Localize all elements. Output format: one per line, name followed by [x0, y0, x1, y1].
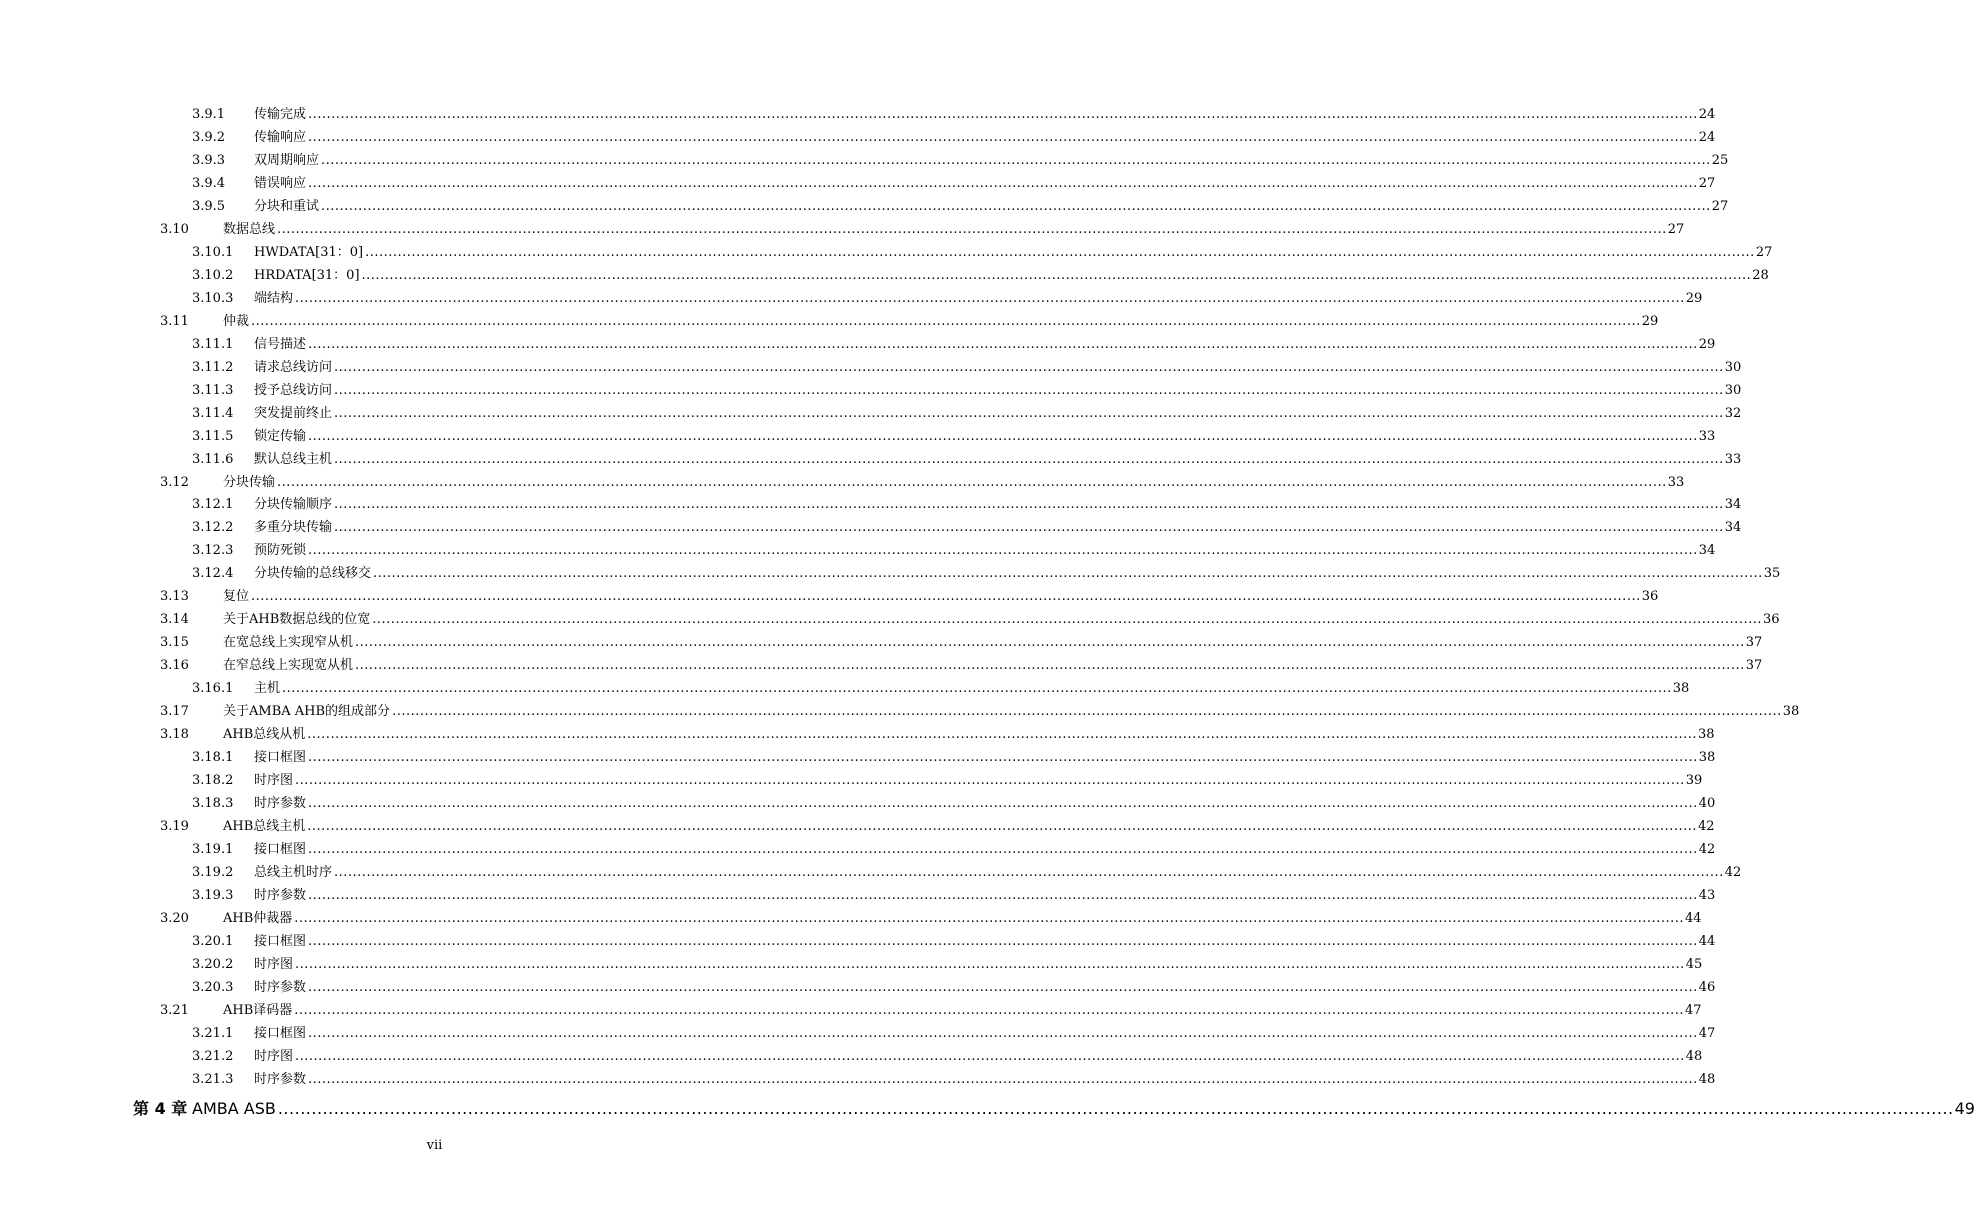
toc-entry-line [192, 1095, 1975, 1123]
toc-entry-line [254, 1046, 1703, 1069]
toc-entry-title: 突发提前终止 [254, 403, 334, 426]
toc-entry-title: HRDATA[31：0] [254, 265, 362, 288]
toc-entry-number: 3.19.2 [192, 864, 234, 880]
toc-entry-page: 38 [1782, 701, 1800, 724]
toc-entry-line [254, 403, 1742, 426]
toc-dot-leader: ............................................................................................................................................................................................................................................................................................................ [308, 129, 1698, 145]
toc-entry-line [254, 242, 1773, 265]
toc-dot-leader: ............................................................................................................................................................................................................................................................................................................ [308, 543, 1698, 559]
toc-dot-leader: ............................................................................................................................................................................................................................................................................................................ [277, 1098, 1954, 1118]
toc-entry-page: 35 [1763, 563, 1781, 586]
toc-entry-number: 3.12.2 [192, 520, 234, 536]
toc-entry-page: 36 [1762, 609, 1780, 632]
toc-entry-page: 34 [1724, 494, 1742, 517]
toc-entry-number: 3.20 [160, 910, 189, 926]
toc-dot-leader: ............................................................................................................................................................................................................................................................................................................ [294, 910, 1684, 926]
toc-entry-page: 30 [1724, 380, 1742, 403]
toc-entry[interactable] [0, 449, 1742, 472]
toc-entry-page: 49 [1954, 1095, 1975, 1123]
toc-entry[interactable] [0, 357, 1742, 380]
toc-entry-page: 27 [1667, 219, 1685, 242]
toc-entry-page: 34 [1724, 517, 1742, 540]
toc-dot-leader: ............................................................................................................................................................................................................................................................................................................ [361, 267, 1752, 283]
toc-entry-page: 37 [1745, 655, 1763, 678]
toc-entry[interactable] [0, 219, 1685, 242]
toc-entry[interactable] [0, 931, 1716, 954]
toc-entry[interactable] [0, 150, 1729, 173]
toc-entry-number: 3.16.1 [192, 681, 234, 697]
toc-entry[interactable] [0, 701, 1800, 724]
toc-entry-title: 分块传输 [223, 472, 277, 495]
toc-entry-title: 关于AMBA AHB的组成部分 [223, 701, 392, 724]
toc-entry[interactable] [0, 1069, 1716, 1092]
toc-entry-line [254, 540, 1716, 563]
toc-entry-number: 3.14 [160, 612, 189, 628]
toc-entry[interactable] [0, 380, 1742, 403]
toc-entry-page: 44 [1684, 908, 1702, 931]
toc-entry-title: 接口框图 [254, 1023, 308, 1046]
toc-entry-page: 40 [1698, 793, 1716, 816]
toc-entry-title: 分块传输顺序 [254, 494, 334, 517]
toc-dot-leader: ............................................................................................................................................................................................................................................................................................................ [277, 474, 1667, 490]
toc-dot-leader: ............................................................................................................................................................................................................................................................................................................ [308, 107, 1698, 122]
toc-entry[interactable] [0, 173, 1716, 196]
table-of-contents [0, 104, 1975, 1123]
toc-entry-page: 33 [1724, 449, 1742, 472]
toc-entry-title: 时序参数 [254, 977, 308, 1000]
toc-entry-page: 38 [1672, 678, 1690, 701]
toc-entry-title: 默认总线主机 [254, 449, 334, 472]
toc-dot-leader: ............................................................................................................................................................................................................................................................................................................ [334, 451, 1724, 467]
toc-entry-title: 复位 [223, 586, 251, 609]
toc-entry-number: 3.10.3 [192, 290, 234, 306]
toc-entry-title: 分块和重试 [254, 196, 321, 219]
toc-entry-line [254, 517, 1742, 540]
toc-entry-title: 时序图 [254, 954, 295, 977]
toc-entry-line [254, 862, 1742, 885]
toc-dot-leader: ............................................................................................................................................................................................................................................................................................................ [251, 589, 1641, 605]
toc-entry-page: 27 [1711, 196, 1729, 219]
toc-dot-leader: ............................................................................................................................................................................................................................................................................................................ [355, 658, 1745, 674]
toc-entry-number: 3.11.5 [192, 428, 234, 444]
toc-entry[interactable] [0, 655, 1763, 678]
toc-entry-page: 34 [1698, 540, 1716, 563]
toc-entry-page: 38 [1698, 747, 1716, 770]
toc-entry[interactable] [0, 517, 1742, 540]
toc-entry-line [254, 104, 1716, 127]
toc-entry-page: 39 [1685, 770, 1703, 793]
toc-entry[interactable] [0, 816, 1715, 839]
toc-entry-page: 44 [1698, 931, 1716, 954]
toc-dot-leader: ............................................................................................................................................................................................................................................................................................................ [334, 405, 1724, 421]
toc-entry-number: 3.11 [160, 313, 189, 329]
toc-entry-line [254, 288, 1703, 311]
toc-entry-title: 分块传输的总线移交 [254, 563, 373, 586]
toc-entry-title: 时序参数 [254, 793, 308, 816]
toc-entry[interactable] [0, 288, 1703, 311]
toc-entry-title: AHB仲裁器 [223, 908, 294, 931]
toc-entry-line [254, 931, 1716, 954]
toc-entry-page: 30 [1724, 357, 1742, 380]
toc-entry-line [254, 885, 1716, 908]
toc-entry-line [254, 839, 1716, 862]
toc-entry-line [254, 380, 1742, 403]
toc-dot-leader: ............................................................................................................................................................................................................................................................................................................ [308, 428, 1698, 444]
toc-entry-title: AHB译码器 [223, 1000, 294, 1023]
toc-entry-line [223, 586, 1659, 609]
toc-entry-line [254, 173, 1716, 196]
toc-entry-title: 在窄总线上实现宽从机 [223, 655, 355, 678]
toc-entry-number: 3.12.1 [192, 497, 234, 513]
toc-entry[interactable] [0, 104, 1716, 127]
toc-entry-number: 3.18.3 [192, 796, 234, 812]
toc-entry-page: 42 [1697, 816, 1715, 839]
toc-entry-page: 37 [1745, 632, 1763, 655]
toc-dot-leader: ............................................................................................................................................................................................................................................................................................................ [308, 979, 1698, 995]
toc-entry-page: 46 [1698, 977, 1716, 1000]
toc-entry-line [223, 632, 1763, 655]
toc-entry-title: 多重分块传输 [254, 517, 334, 540]
toc-entry-page: 38 [1697, 724, 1715, 747]
toc-entry-title: 锁定传输 [254, 426, 308, 449]
toc-dot-leader: ............................................................................................................................................................................................................................................................................................................ [307, 727, 1697, 743]
toc-entry-title: AMBA ASB [192, 1095, 278, 1123]
toc-entry-line [254, 265, 1769, 288]
toc-entry-line [223, 472, 1685, 495]
toc-entry-number: 3.17 [160, 704, 189, 720]
toc-entry-number: 3.10.2 [192, 267, 234, 283]
toc-entry-page: 42 [1724, 862, 1742, 885]
toc-entry-line [223, 816, 1715, 839]
toc-entry-number: 3.12.4 [192, 566, 234, 582]
toc-dot-leader: ............................................................................................................................................................................................................................................................................................................ [308, 796, 1698, 812]
toc-entry-title: 端结构 [254, 288, 295, 311]
toc-entry-line [254, 196, 1729, 219]
toc-dot-leader: ............................................................................................................................................................................................................................................................................................................ [321, 152, 1711, 168]
toc-entry[interactable] [0, 426, 1716, 449]
toc-entry-page: 47 [1698, 1023, 1716, 1046]
toc-dot-leader: ............................................................................................................................................................................................................................................................................................................ [334, 382, 1724, 398]
toc-entry-line [254, 334, 1716, 357]
toc-entry[interactable] [0, 540, 1716, 563]
toc-entry-line [223, 701, 1800, 724]
toc-entry[interactable] [0, 494, 1742, 517]
toc-entry-title: 数据总线 [223, 219, 277, 242]
toc-dot-leader: ............................................................................................................................................................................................................................................................................................................ [295, 1048, 1685, 1064]
toc-entry-line [254, 793, 1716, 816]
toc-entry-line [254, 954, 1703, 977]
toc-dot-leader: ............................................................................................................................................................................................................................................................................................................ [334, 497, 1724, 513]
toc-entry[interactable] [0, 242, 1773, 265]
toc-entry-page: 29 [1685, 288, 1703, 311]
toc-entry-number: 3.10 [160, 221, 189, 237]
toc-entry[interactable] [0, 977, 1716, 1000]
toc-entry[interactable] [0, 678, 1690, 701]
toc-entry-number: 3.13 [160, 589, 189, 605]
toc-entry-page: 43 [1698, 885, 1716, 908]
toc-entry-line [254, 494, 1742, 517]
toc-entry-line [254, 357, 1742, 380]
toc-dot-leader: ............................................................................................................................................................................................................................................................................................................ [334, 864, 1724, 880]
toc-entry-number: 3.21.1 [192, 1025, 234, 1041]
toc-entry-line [223, 655, 1763, 678]
toc-entry-title: 时序参数 [254, 1069, 308, 1092]
toc-entry-line [223, 219, 1685, 242]
toc-entry-number: 3.9.5 [192, 198, 226, 214]
toc-dot-leader: ............................................................................................................................................................................................................................................................................................................ [295, 773, 1685, 789]
toc-dot-leader: ............................................................................................................................................................................................................................................................................................................ [373, 566, 1763, 582]
toc-entry-line [254, 563, 1781, 586]
toc-entry-title: 主机 [254, 678, 282, 701]
toc-entry-number: 3.21.2 [192, 1048, 234, 1064]
toc-entry-number: 3.20.1 [192, 933, 234, 949]
toc-entry-title: 接口框图 [254, 839, 308, 862]
toc-entry-number: 3.9.1 [192, 107, 226, 122]
toc-entry-number: 3.20.2 [192, 956, 234, 972]
toc-dot-leader: ............................................................................................................................................................................................................................................................................................................ [308, 336, 1698, 352]
toc-entry-page: 29 [1698, 334, 1716, 357]
toc-dot-leader: ............................................................................................................................................................................................................................................................................................................ [308, 175, 1698, 191]
toc-entry[interactable] [0, 908, 1702, 931]
toc-entry-number: 3.9.3 [192, 152, 226, 168]
toc-entry[interactable] [0, 311, 1659, 334]
toc-entry[interactable] [0, 472, 1685, 495]
toc-dot-leader: ............................................................................................................................................................................................................................................................................................................ [251, 313, 1641, 329]
toc-entry-title: 双周期响应 [254, 150, 321, 173]
toc-entry-line [254, 150, 1729, 173]
toc-entry-page: 32 [1724, 403, 1742, 426]
toc-entry[interactable] [0, 954, 1703, 977]
toc-entry[interactable] [0, 265, 1769, 288]
toc-entry-title: 时序图 [254, 1046, 295, 1069]
toc-entry[interactable] [0, 747, 1716, 770]
toc-dot-leader: ............................................................................................................................................................................................................................................................................................................ [307, 819, 1697, 835]
toc-entry-page: 28 [1751, 265, 1769, 288]
toc-dot-leader: ............................................................................................................................................................................................................................................................................................................ [308, 1025, 1698, 1041]
toc-entry-title: 授予总线访问 [254, 380, 334, 403]
toc-entry-title: AHB总线从机 [223, 724, 307, 747]
toc-entry-line [223, 1000, 1702, 1023]
toc-dot-leader: ............................................................................................................................................................................................................................................................................................................ [334, 359, 1724, 375]
toc-entry-number: 3.11.3 [192, 382, 234, 398]
toc-dot-leader: ............................................................................................................................................................................................................................................................................................................ [372, 612, 1762, 628]
toc-entry-title: 接口框图 [254, 931, 308, 954]
toc-entry[interactable] [0, 196, 1729, 219]
toc-entry-title: 传输完成 [254, 104, 308, 127]
toc-entry-line [223, 311, 1659, 334]
toc-entry[interactable] [0, 1046, 1703, 1069]
toc-entry-title: 总线主机时序 [254, 862, 334, 885]
toc-entry-page: 45 [1685, 954, 1703, 977]
toc-entry[interactable] [0, 609, 1780, 632]
toc-entry[interactable] [0, 1000, 1702, 1023]
toc-entry-page: 33 [1667, 472, 1685, 495]
toc-dot-leader: ............................................................................................................................................................................................................................................................................................................ [321, 198, 1711, 214]
toc-entry[interactable] [0, 724, 1715, 747]
toc-entry-page: 36 [1641, 586, 1659, 609]
toc-entry-number: 3.21 [160, 1002, 189, 1018]
toc-entry-number: 3.11.1 [192, 336, 234, 352]
toc-entry-number: 3.19 [160, 819, 189, 835]
toc-entry[interactable] [0, 793, 1716, 816]
toc-dot-leader: ............................................................................................................................................................................................................................................................................................................ [308, 750, 1698, 766]
toc-entry-number: 3.16 [160, 658, 189, 674]
toc-entry-number: 3.15 [160, 635, 189, 651]
toc-entry-page: 33 [1698, 426, 1716, 449]
toc-entry[interactable] [0, 1023, 1716, 1046]
toc-entry-number: 3.18.2 [192, 773, 234, 789]
toc-entry-page: 27 [1755, 242, 1773, 265]
toc-entry-line [223, 908, 1702, 931]
toc-entry-line [254, 1069, 1716, 1092]
toc-entry-page: 47 [1684, 1000, 1702, 1023]
toc-dot-leader: ............................................................................................................................................................................................................................................................................................................ [294, 1002, 1684, 1018]
toc-entry-number: 3.9.4 [192, 175, 226, 191]
toc-entry-number: 3.19.3 [192, 887, 234, 903]
toc-chapter-entry[interactable] [0, 1095, 1975, 1123]
toc-entry-number: 3.11.4 [192, 405, 234, 421]
toc-entry-line [254, 770, 1703, 793]
toc-entry-page: 27 [1698, 173, 1716, 196]
toc-entry-number: 3.9.2 [192, 129, 226, 145]
toc-entry-line [254, 678, 1690, 701]
toc-entry[interactable] [0, 862, 1742, 885]
toc-entry-number: 3.18.1 [192, 750, 234, 766]
toc-entry-line [254, 1023, 1716, 1046]
toc-entry-line [254, 747, 1716, 770]
toc-dot-leader: ............................................................................................................................................................................................................................................................................................................ [277, 221, 1667, 237]
toc-dot-leader: ............................................................................................................................................................................................................................................................................................................ [392, 704, 1782, 720]
toc-entry-title: 请求总线访问 [254, 357, 334, 380]
toc-dot-leader: ............................................................................................................................................................................................................................................................................................................ [355, 635, 1745, 651]
toc-entry-number: 3.11.6 [192, 451, 234, 467]
toc-dot-leader: ............................................................................................................................................................................................................................................................................................................ [308, 933, 1698, 949]
toc-entry-title: 错误响应 [254, 173, 308, 196]
toc-dot-leader: ............................................................................................................................................................................................................................................................................................................ [365, 244, 1755, 260]
toc-entry[interactable] [0, 563, 1781, 586]
toc-entry[interactable] [0, 334, 1716, 357]
toc-entry[interactable] [0, 885, 1716, 908]
toc-dot-leader: ............................................................................................................................................................................................................................................................................................................ [308, 1071, 1698, 1087]
toc-entry-title: 仲裁 [223, 311, 251, 334]
toc-entry-line [254, 127, 1716, 150]
toc-entry-title: 时序参数 [254, 885, 308, 908]
toc-entry-line [254, 977, 1716, 1000]
toc-entry-page: 48 [1685, 1046, 1703, 1069]
toc-entry-number: 第 4 章 [133, 1098, 188, 1118]
toc-entry-title: AHB总线主机 [223, 816, 307, 839]
toc-entry-page: 42 [1698, 839, 1716, 862]
toc-entry-line [223, 724, 1715, 747]
toc-entry-page: 25 [1711, 150, 1729, 173]
toc-entry-title: 接口框图 [254, 747, 308, 770]
toc-entry[interactable] [0, 403, 1742, 426]
toc-entry[interactable] [0, 839, 1716, 862]
toc-entry-number: 3.11.2 [192, 359, 234, 375]
toc-entry-page: 29 [1641, 311, 1659, 334]
toc-entry-title: 传输响应 [254, 127, 308, 150]
toc-entry-page: 24 [1698, 104, 1716, 127]
toc-dot-leader: ............................................................................................................................................................................................................................................................................................................ [295, 956, 1685, 972]
toc-entry-page: 24 [1698, 127, 1716, 150]
toc-entry-number: 3.20.3 [192, 979, 234, 995]
toc-entry-line [254, 426, 1716, 449]
toc-entry-number: 3.12.3 [192, 543, 234, 559]
toc-entry-title: 在宽总线上实现窄从机 [223, 632, 355, 655]
toc-entry-title: 信号描述 [254, 334, 308, 357]
page-number: vii [426, 1138, 443, 1153]
toc-entry-number: 3.12 [160, 474, 189, 490]
toc-dot-leader: ............................................................................................................................................................................................................................................................................................................ [295, 290, 1685, 306]
toc-entry-line [223, 609, 1780, 632]
toc-entry[interactable] [0, 770, 1703, 793]
toc-entry-number: 3.18 [160, 727, 189, 743]
toc-entry[interactable] [0, 127, 1716, 150]
toc-dot-leader: ............................................................................................................................................................................................................................................................................................................ [282, 681, 1672, 697]
toc-entry-number: 3.10.1 [192, 244, 234, 260]
toc-entry-title: 预防死锁 [254, 540, 308, 563]
toc-entry-title: HWDATA[31：0] [254, 242, 365, 265]
toc-dot-leader: ............................................................................................................................................................................................................................................................................................................ [308, 887, 1698, 903]
toc-dot-leader: ............................................................................................................................................................................................................................................................................................................ [334, 520, 1724, 536]
toc-entry-line [254, 449, 1742, 472]
toc-entry-number: 3.21.3 [192, 1071, 234, 1087]
toc-dot-leader: ............................................................................................................................................................................................................................................................................................................ [308, 842, 1698, 857]
toc-entry[interactable] [0, 632, 1763, 655]
toc-entry-title: 时序图 [254, 770, 295, 793]
toc-entry-title: 关于AHB数据总线的位宽 [223, 609, 372, 632]
toc-entry[interactable] [0, 586, 1659, 609]
toc-entry-number: 3.19.1 [192, 842, 234, 857]
toc-entry-page: 48 [1698, 1069, 1716, 1092]
